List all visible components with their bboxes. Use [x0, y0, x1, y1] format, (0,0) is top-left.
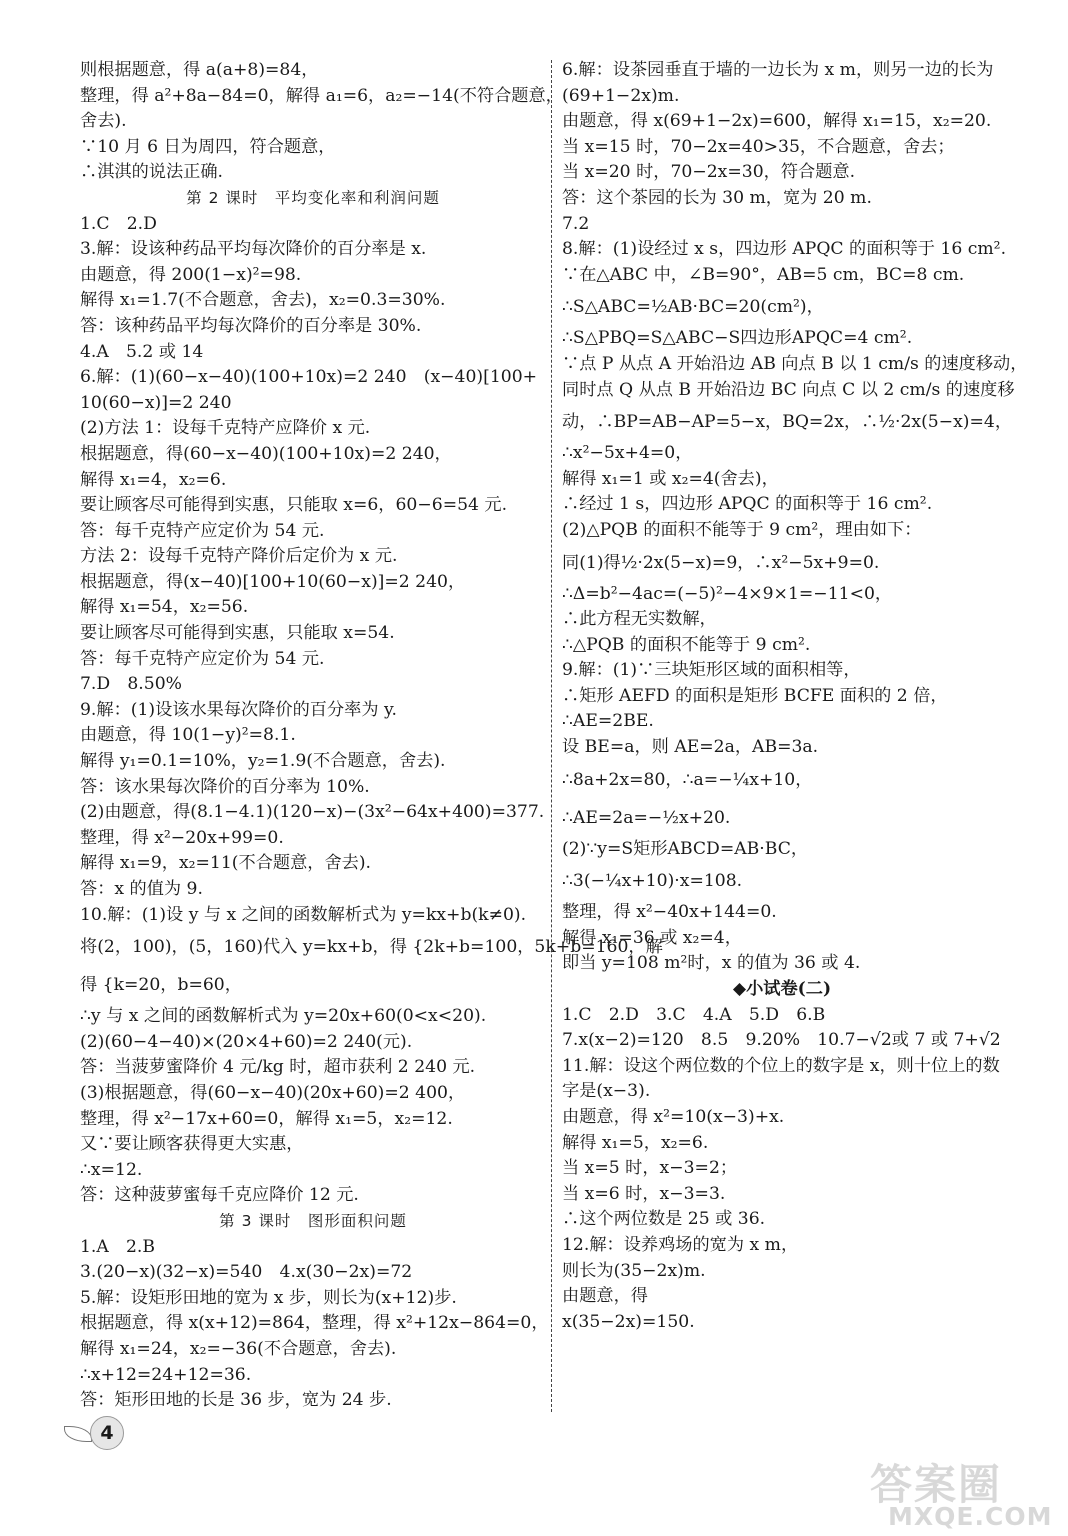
text-line: 当 x=15 时，70−2x=40>35，不合题意，舍去；: [562, 136, 955, 157]
text-line: 3.(20−x)(32−x)=540 4.x(30−2x)=72: [80, 1262, 413, 1283]
text-line: 整理，得 x²−20x+99=0.: [80, 827, 284, 848]
text-line: 3.解：设该种药品平均每次降价的百分率是 x.: [80, 239, 427, 260]
text-line: 4.A 5.2 或 14: [80, 341, 204, 362]
text-line: 由题意，得 10(1−y)²=8.1.: [80, 725, 296, 746]
text-line: 解得 x₁=4，x₂=6.: [80, 469, 227, 490]
text-line: (3)根据题意，得(60−x−40)(20x+60)=2 400，: [80, 1082, 466, 1103]
page-number-badge: [60, 1410, 140, 1458]
text-line: 由题意，得 x²=10(x−3)+x.: [562, 1107, 785, 1127]
text-line: 9.解：(1)∵三块矩形区域的面积相等，: [562, 660, 861, 681]
text-line: 字是(x−3).: [562, 1081, 651, 1102]
text-line: 答：这种菠萝蜜每千克应降价 12 元.: [80, 1185, 359, 1206]
text-line: (2)△PQB 的面积不能等于 9 cm²，理由如下：: [562, 519, 922, 540]
text-line: 根据题意，得 x(x+12)=864，整理，得 x²+12x−864=0，: [80, 1313, 549, 1334]
section-title: 第 2 课时 平均变化率和利润问题: [186, 188, 440, 207]
text-line: 解得 x₁=9，x₂=11(不合题意，舍去).: [80, 853, 371, 874]
text-line: 答：每千克特产应定价为 54 元.: [80, 520, 325, 541]
section-title: 第 3 课时 图形面积问题: [219, 1211, 407, 1230]
text-line: 答：该水果每次降价的百分率为 10%.: [80, 776, 370, 797]
text-line: 10(60−x)]=2 240: [80, 392, 232, 413]
text-line: 答：该种药品平均每次降价的百分率是 30%.: [80, 315, 422, 336]
text-line: 整理，得 x²−17x+60=0，解得 x₁=5，x₂=12.: [80, 1108, 453, 1129]
text-line: 当 x=6 时，x−3=3.: [562, 1183, 726, 1204]
text-line: 8.解：(1)设经过 x s，四边形 APQC 的面积等于 16 cm².: [562, 239, 1007, 260]
text-line: 方法 2：设每千克特产降价后定价为 x 元.: [80, 546, 398, 567]
text-line: 解得 x₁=24，x₂=−36(不合题意，舍去).: [80, 1338, 397, 1359]
text-line: 要让顾客尽可能得到实惠，只能取 x=54.: [80, 623, 395, 644]
subsection-title: ◆小试卷(二): [732, 979, 832, 1000]
text-line: 7.x(x−2)=120 8.5 9.20% 10.7−√2或 7 或 7+√2: [562, 1030, 1001, 1051]
text-line: 则根据题意，得 a(a+8)=84，: [80, 60, 319, 80]
text-line: x(35−2x)=150.: [562, 1311, 695, 1332]
text-line: ∴△PQB 的面积不能等于 9 cm².: [562, 634, 811, 655]
text-line: ∴这个两位数是 25 或 36.: [562, 1209, 766, 1230]
text-line: (2)方法 1：设每千克特产应降价 x 元.: [80, 418, 371, 439]
text-line: 即当 y=108 m²时，x 的值为 36 或 4.: [562, 953, 861, 974]
text-line: 则长为(35−2x)m.: [562, 1260, 706, 1281]
text-line: 整理，得 a²+8a−84=0，解得 a₁=6，a₂=−14(不符合题意，: [80, 85, 563, 106]
text-line: ∴8a+2x=80，∴a=−¼x+10，: [562, 769, 813, 790]
text-line: (2)(60−4−40)×(20×4+60)=2 240(元).: [80, 1031, 413, 1052]
text-line: (69+1−2x)m.: [562, 85, 680, 106]
text-line: 同(1)得½·2x(5−x)=9，∴x²−5x+9=0.: [562, 552, 880, 573]
text-line: 又∵要让顾客获得更大实惠，: [80, 1134, 304, 1155]
text-line: ∴Δ=b²−4ac=(−5)²−4×9×1=−11<0，: [562, 583, 893, 604]
text-line: (2)∵y=S矩形ABCD=AB·BC，: [562, 838, 809, 859]
watermark-title: 答案圈: [870, 1460, 1003, 1509]
text-line: ∴此方程无实数解，: [562, 609, 717, 630]
text-line: 1.C 2.D 3.C 4.A 5.D 6.B: [562, 1004, 826, 1025]
text-line: 6.解：设茶园垂直于墙的一边长为 x m，则另一边的长为: [562, 60, 994, 80]
text-line: 要让顾客尽可能得到实惠，只能取 x=6，60−6=54 元.: [80, 495, 508, 516]
text-line: 6.解：(1)(60−x−40)(100+10x)=2 240 (x−40)[100+: [80, 367, 538, 388]
text-line: 答：矩形田地的长是 36 步，宽为 24 步.: [80, 1390, 392, 1411]
text-line: 解得 x₁=1.7(不合题意，舍去)，x₂=0.3=30%.: [80, 290, 446, 311]
column-divider: [551, 60, 552, 1412]
text-line: 根据题意，得(x−40)[100+10(60−x)]=2 240，: [80, 571, 466, 592]
watermark: [864, 1452, 1060, 1534]
text-line: ∴S△ABC=½AB·BC=20(cm²)，: [562, 297, 824, 318]
text-line: 设 BE=a，则 AE=2a，AB=3a.: [562, 737, 819, 758]
text-line: 由题意，得: [562, 1286, 648, 1307]
text-line: ∵10 月 6 日为周四，符合题意，: [80, 136, 336, 157]
text-line: 将(2，100)，(5，160)代入 y=kx+b，得 {2k+b=100，5k+b=160，解: [80, 937, 663, 958]
text-line: ∴AE=2a=−½x+20.: [562, 807, 731, 828]
text-line: ∵在△ABC 中，∠B=90°，AB=5 cm，BC=8 cm.: [562, 264, 965, 285]
text-line: 12.解：设养鸡场的宽为 x m，: [562, 1234, 799, 1255]
text-line: 答：每千克特产应定价为 54 元.: [80, 648, 325, 669]
text-line: (2)由题意，得(8.1−4.1)(120−x)−(3x²−64x+400)=377.: [80, 802, 545, 823]
text-line: 5.解：设矩形田地的宽为 x 步，则长为(x+12)步.: [80, 1287, 457, 1308]
text-line: 答：当菠萝蜜降价 4 元/kg 时，超市获利 2 240 元.: [80, 1057, 476, 1078]
text-line: ∴经过 1 s，四边形 APQC 的面积等于 16 cm².: [562, 494, 933, 515]
text-line: 舍去).: [80, 111, 127, 132]
text-line: ∴3(−¼x+10)·x=108.: [562, 871, 743, 892]
text-line: ∴S△PBQ=S△ABC−S四边形APQC=4 cm².: [562, 328, 913, 349]
text-line: 动，∴BP=AB−AP=5−x，BQ=2x，∴½·2x(5−x)=4，: [562, 412, 1013, 433]
text-line: ∴x=12.: [80, 1159, 143, 1180]
text-line: 7.D 8.50%: [80, 674, 182, 695]
text-line: ∴x²−5x+4=0，: [562, 443, 693, 464]
text-line: ∴矩形 AEFD 的面积是矩形 BCFE 面积的 2 倍，: [562, 685, 948, 706]
text-line: 1.A 2.B: [80, 1236, 156, 1257]
text-line: ∴y 与 x 之间的函数解析式为 y=20x+60(0<x<20).: [80, 1006, 487, 1027]
text-line: 9.解：(1)设该水果每次降价的百分率为 y.: [80, 699, 397, 720]
text-line: 当 x=20 时，70−2x=30，符合题意.: [562, 162, 856, 183]
text-line: ∴AE=2BE.: [562, 711, 654, 732]
text-line: 解得 x₁=5，x₂=6.: [562, 1132, 709, 1153]
text-line: 解得 y₁=0.1=10%，y₂=1.9(不合题意，舍去).: [80, 751, 446, 772]
text-line: 7.2: [562, 213, 590, 234]
text-line: 由题意，得 x(69+1−2x)=600，解得 x₁=15，x₂=20.: [562, 111, 992, 132]
text-line: 答：x 的值为 9.: [80, 879, 203, 899]
text-line: 1.C 2.D: [80, 213, 157, 234]
right-column: [562, 58, 1028, 1335]
text-line: 解得 x₁=54，x₂=56.: [80, 597, 249, 618]
text-line: 解得 x₁=36 或 x₂=4，: [562, 927, 742, 948]
text-line: ∴淇淇的说法正确.: [80, 162, 223, 183]
text-line: 由题意，得 200(1−x)²=98.: [80, 264, 302, 285]
text-line: 10.解：(1)设 y 与 x 之间的函数解析式为 y=kx+b(k≠0).: [80, 904, 527, 925]
text-line: ∵点 P 从点 A 开始沿边 AB 向点 B 以 1 cm/s 的速度移动，: [562, 353, 1028, 374]
page-number: 4: [90, 1416, 124, 1450]
leaf-icon: [64, 1426, 92, 1442]
text-line: 整理，得 x²−40x+144=0.: [562, 902, 777, 923]
text-line: 根据题意，得(60−x−40)(100+10x)=2 240，: [80, 443, 452, 464]
text-line: 11.解：设这个两位数的个位上的数字是 x，则十位上的数: [562, 1055, 1000, 1076]
text-line: 当 x=5 时，x−3=2；: [562, 1158, 738, 1179]
text-line: 解得 x₁=1 或 x₂=4(舍去)，: [562, 468, 779, 489]
text-line: ∴x+12=24+12=36.: [80, 1364, 252, 1385]
text-line: 同时点 Q 从点 B 开始沿边 BC 向点 C 以 2 cm/s 的速度移: [562, 379, 1015, 400]
text-line: 答：这个茶园的长为 30 m，宽为 20 m.: [562, 187, 872, 208]
text-line: 得 {k=20，b=60，: [80, 975, 242, 996]
watermark-url: MXQE.COM: [888, 1502, 1053, 1531]
